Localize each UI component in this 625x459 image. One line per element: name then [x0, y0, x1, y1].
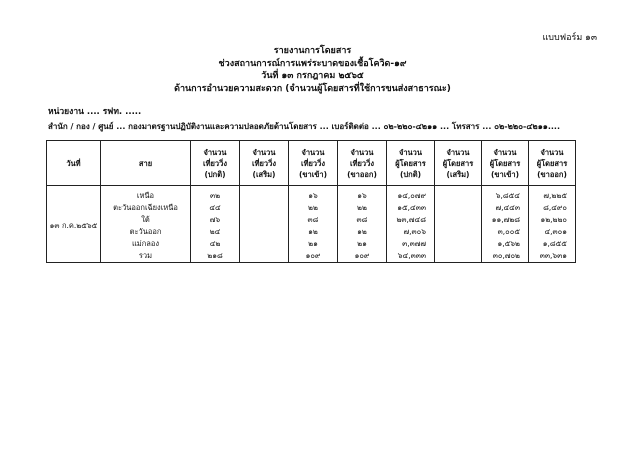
passenger-table	[46, 140, 576, 263]
column-header-line: จำนวน	[540, 147, 564, 157]
value-cell	[435, 202, 482, 214]
table-header-row	[47, 141, 576, 186]
column-header	[529, 141, 576, 186]
table-row	[47, 238, 576, 250]
value-cell	[240, 186, 289, 203]
column-header	[338, 141, 387, 186]
value-cell: ๒๓,๗๔๘	[387, 214, 435, 226]
value-cell: ๑๐๙	[289, 250, 338, 263]
column-header-line: ผู้โดยสาร	[536, 158, 568, 168]
value-cell	[240, 226, 289, 238]
form-number: แบบฟอร์ม ๑๓	[542, 33, 597, 43]
value-cell: ๑๖	[289, 186, 338, 203]
table-body	[47, 186, 576, 263]
report-date: วันที่ ๑๓ กรกฎาคม ๒๕๖๕	[261, 71, 364, 81]
column-header-line: จำนวน	[252, 147, 276, 157]
table-row	[47, 226, 576, 238]
value-cell: ๓๒	[191, 186, 240, 203]
value-cell: ๔๒	[191, 238, 240, 250]
value-cell: ๑๕,๔๓๓	[387, 202, 435, 214]
table-row	[47, 186, 576, 203]
route-cell: เหนือ	[101, 186, 191, 203]
column-header-line: ผู้โดยสาร	[489, 158, 521, 168]
value-cell: ๑๖	[338, 186, 387, 203]
table-row	[47, 214, 576, 226]
column-header-line: (ขาเข้า)	[298, 169, 328, 179]
table-row	[47, 202, 576, 214]
report-title-block	[0, 45, 625, 95]
value-cell: ๑๔,๐๗๙	[387, 186, 435, 203]
route-cell: ตะวันออก	[101, 226, 191, 238]
value-cell	[240, 214, 289, 226]
date-cell: ๑๓ ก.ค.๒๕๖๕	[47, 186, 101, 263]
column-header	[435, 141, 482, 186]
column-header-line: จำนวน	[398, 147, 423, 157]
value-cell	[435, 226, 482, 238]
value-cell: ๖,๘๕๔	[482, 186, 529, 203]
value-cell: ๒๑๘	[191, 250, 240, 263]
column-header-line: (ขาออก)	[537, 169, 567, 179]
column-header-line: จำนวน	[446, 147, 470, 157]
value-cell: ๓,๐๐๕	[482, 226, 529, 238]
column-header-line: เที่ยววิ่ง	[350, 158, 374, 168]
value-cell: ๓๘	[289, 214, 338, 226]
value-cell	[240, 250, 289, 263]
column-header-line: จำนวน	[493, 147, 517, 157]
value-cell: ๔,๓๐๑	[529, 226, 576, 238]
column-header	[289, 141, 338, 186]
column-header	[191, 141, 240, 186]
value-cell: ๓๘	[338, 214, 387, 226]
value-cell: ๑,๕๖๒	[482, 238, 529, 250]
value-cell: ๘,๔๙๐	[529, 202, 576, 214]
value-cell: ๗,๒๒๕	[529, 186, 576, 203]
column-header	[482, 141, 529, 186]
table-row	[47, 250, 576, 263]
route-cell: ตะวันออกเฉียงเหนือ	[101, 202, 191, 214]
value-cell: ๓,๓๗๗	[387, 238, 435, 250]
report-subtitle: ช่วงสถานการณ์การแพร่ระบาดของเชื้อโควิด-๑๙	[218, 58, 407, 69]
column-header: สาย	[101, 141, 191, 186]
column-header: วันที่	[47, 141, 101, 186]
column-header-line: (ขาเข้า)	[490, 169, 520, 179]
column-header-line: จำนวน	[350, 147, 374, 157]
route-cell: ใต้	[101, 214, 191, 226]
value-cell: ๓๓,๖๓๑	[529, 250, 576, 263]
value-cell: ๑,๘๕๕	[529, 238, 576, 250]
value-cell: ๒๑	[289, 238, 338, 250]
value-cell: ๒๒	[289, 202, 338, 214]
value-cell	[240, 238, 289, 250]
column-header-line: (ปกติ)	[204, 169, 226, 179]
value-cell	[240, 202, 289, 214]
value-cell: ๑๒	[338, 226, 387, 238]
column-header-line: (เสริม)	[446, 169, 470, 179]
column-header-line: เที่ยววิ่ง	[301, 158, 325, 168]
value-cell: ๒๔	[191, 226, 240, 238]
agency-line: หน่วยงาน .... รฟท. .....	[48, 107, 142, 117]
value-cell: ๑๒	[289, 226, 338, 238]
value-cell: ๒๑	[338, 238, 387, 250]
value-cell: ๑๐๙	[338, 250, 387, 263]
value-cell: ๓๐,๗๐๒	[482, 250, 529, 263]
column-header-line: (เสริม)	[252, 169, 276, 179]
report-category: ด้านการอำนวยความสะดวก (จำนวนผู้โดยสารที่ใช้การขนส่งสาธารณะ)	[174, 83, 451, 94]
value-cell: ๗,๔๔๓	[482, 202, 529, 214]
value-cell: ๔๔	[191, 202, 240, 214]
column-header-line: ผู้โดยสาร	[395, 158, 426, 168]
value-cell: ๖๔,๓๓๓	[387, 250, 435, 263]
value-cell	[435, 214, 482, 226]
value-cell	[435, 250, 482, 263]
report-title: รายงานการโดยสาร	[273, 46, 352, 56]
value-cell: ๗๖	[191, 214, 240, 226]
column-header-line: เที่ยววิ่ง	[203, 158, 227, 168]
column-header-line: เที่ยววิ่ง	[252, 158, 276, 168]
value-cell	[435, 186, 482, 203]
value-cell: ๗,๓๐๖	[387, 226, 435, 238]
route-cell: รวม	[101, 250, 191, 263]
column-header-line: (ขาออก)	[347, 169, 377, 179]
column-header-line: จำนวน	[301, 147, 325, 157]
route-cell: แม่กลอง	[101, 238, 191, 250]
column-header	[387, 141, 435, 186]
column-header-line: (ปกติ)	[399, 169, 422, 179]
value-cell: ๑๑,๗๒๘	[482, 214, 529, 226]
column-header-line: จำนวน	[203, 147, 227, 157]
value-cell	[435, 238, 482, 250]
office-contact-line: สำนัก / กอง / ศูนย์ ... กองมาตรฐานปฏิบัติงานและความปลอดภัยด้านโดยสาร ... เบอร์ติดต่อ ... ๐๒-๒๒๐-๔๒๑๑ ... โทรสาร ... ๐๒-๒๒๐-๔๒๑๑....	[48, 122, 561, 131]
column-header	[240, 141, 289, 186]
value-cell: ๑๒,๒๒๐	[529, 214, 576, 226]
column-header-line: ผู้โดยสาร	[442, 158, 474, 168]
value-cell: ๒๒	[338, 202, 387, 214]
